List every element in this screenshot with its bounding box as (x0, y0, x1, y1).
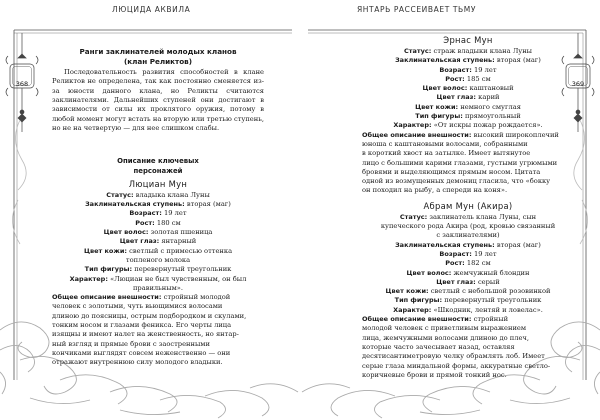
general-description-line: бровями и выделяющимся прямым носом. Цитата (362, 167, 541, 176)
character-line: Возраст: 19 лет (439, 65, 497, 74)
character-name: Абрам Мун (Акира) (423, 200, 513, 211)
character-line: Характер: «От искры пожар рождается». (393, 121, 543, 130)
character-line: Тип фигуры: прямоугольный (415, 112, 521, 121)
general-description-line: коричневые брови и прямой тонкий нос. (362, 370, 507, 379)
right-running-head: ЯНТАРЬ РАССЕИВАЕТ ТЬМУ (357, 5, 477, 14)
section-heading-line2: (клан Реликтов) (123, 56, 192, 66)
general-description-line: изящны и имеют налет на женственность, но янтар- (52, 330, 239, 339)
character-line: Цвет кожи: светлый с примесью оттенка (83, 246, 233, 255)
character-line: Статус: заклинатель клана Луны, сын (399, 212, 537, 221)
character-line: топленого молока (125, 255, 191, 264)
general-description-line: человек с золотыми, чуть вьющимися волосами (52, 302, 223, 311)
general-description-line: Общее описание внешности: стройный (362, 315, 509, 324)
left-page-number: 368 (15, 80, 29, 88)
character-line: Статус: владыка клана Луны (106, 190, 210, 199)
character-line: Заклинательская ступень: вторая (маг) (85, 200, 231, 209)
character-line: Рост: 182 см (445, 259, 491, 268)
character-line: с заклинателями) (436, 231, 500, 240)
character-line: купеческого рода Акира (род, кровью связанный (380, 222, 556, 231)
general-description-line: которые часто зачесывает назад, оставляя (362, 342, 515, 351)
right-page (300, 0, 600, 420)
general-description-line: Общее описание внешности: стройный молодой (52, 293, 231, 302)
character-name: Люциан Мун (128, 178, 188, 189)
character-line: Рост: 180 см (135, 218, 181, 227)
general-description-line: кончиками выглядят совсем неженственно — они (52, 348, 231, 357)
general-description-line: он походил на рыбу, а спереди на коня». (362, 186, 508, 195)
character-line: Цвет волос: золотая пшеница (103, 228, 213, 237)
general-description-line: лицо с большими карими глазами, густыми угрюмыми (362, 158, 558, 167)
character-line: Тип фигуры: перевернутый треугольник (394, 296, 542, 305)
character-line: Характер: «Шкодник, лентяй и ловелас». (393, 305, 543, 314)
left-content (52, 47, 264, 368)
character-line: Цвет глаз: янтарный (119, 237, 197, 246)
character-line: Возраст: 19 лет (129, 209, 187, 218)
general-description-line: лица, жемчужными волосами длиною до плеч, (362, 333, 529, 342)
general-description-line: молодой человек с приветливым выражением (362, 324, 527, 333)
character-line: Цвет глаз: серый (436, 277, 500, 286)
intro-paragraph: Последовательность развития способностей в клане Реликтов не определена, так как постоянно сменяется из-за юности данного клана, но Реликты считаются заклинателями. Дальнейших ступеней они достигают в зависимости от силы их проклятого оружия, потому в любой момент могут встать на вторую или третью ступень, но не на четвертую — для нее слишком слабы. (52, 68, 264, 132)
character-name: Эрнас Мун (443, 35, 493, 45)
general-description-line: ный взгляд и прямые брови с заостренными (52, 339, 210, 348)
left-cloud-ornament-top (12, 120, 26, 244)
right-content (362, 32, 574, 380)
character-line: Возраст: 19 лет (439, 249, 497, 258)
character-line: Статус: страж владыки клана Луны (403, 47, 532, 55)
character-line: Заклинательская ступень: вторая (маг) (395, 56, 541, 65)
character-line: Цвет волос: каштановый (422, 84, 514, 93)
left-running-head: ЛЮЦИДА АКВИЛА (112, 5, 191, 14)
general-description-line: серые глаза миндальной формы, аккуратные светло- (362, 361, 551, 370)
character-line: Тип фигуры: перевернутый треугольник (84, 265, 232, 274)
right-cloud-ornament-side (574, 120, 588, 244)
character-line: Цвет глаз: карий (436, 93, 500, 102)
general-description-line: отражают внутреннюю силу молодого владыки. (52, 358, 223, 367)
section-heading-line1: Ранги заклинателей молодых кланов (79, 47, 237, 56)
general-description-line: десятисантиметровую челку обрамлять лоб. Имеет (362, 352, 545, 361)
character-line: правильным». (132, 283, 184, 292)
characters-title-line2: персонажей (133, 166, 183, 175)
character-line: Рост: 185 см (445, 74, 491, 83)
character-line: Характер: «Люциан не был чувственным, он был (69, 274, 247, 283)
general-description-line: тонким носом и глазами феникса. Его черты лица (52, 321, 232, 330)
character-line: Цвет волос: жемчужный блондин (406, 268, 530, 277)
characters-title-line1: Описание ключевых (117, 157, 199, 166)
character-line: Заклинательская ступень: вторая (маг) (395, 240, 541, 249)
general-description-line: длиною до поясницы, острым подбородком и скулами, (52, 311, 247, 320)
character-line: Цвет кожи: немного смуглая (415, 102, 521, 111)
character-line: Цвет кожи: светлый с небольшой розовинкой (385, 287, 551, 296)
general-description-line: Общее описание внешности: высокий широкоплечий (362, 130, 559, 139)
right-page-number: 369 (571, 80, 585, 88)
general-description-line: юноша с каштановыми волосами, собранными (362, 139, 528, 148)
general-description-line: в короткий хвост на затылке. Имеет вытянутое (362, 149, 531, 158)
general-description-line: одной из возмущенных демониц гласила, что «бокку (362, 177, 551, 186)
